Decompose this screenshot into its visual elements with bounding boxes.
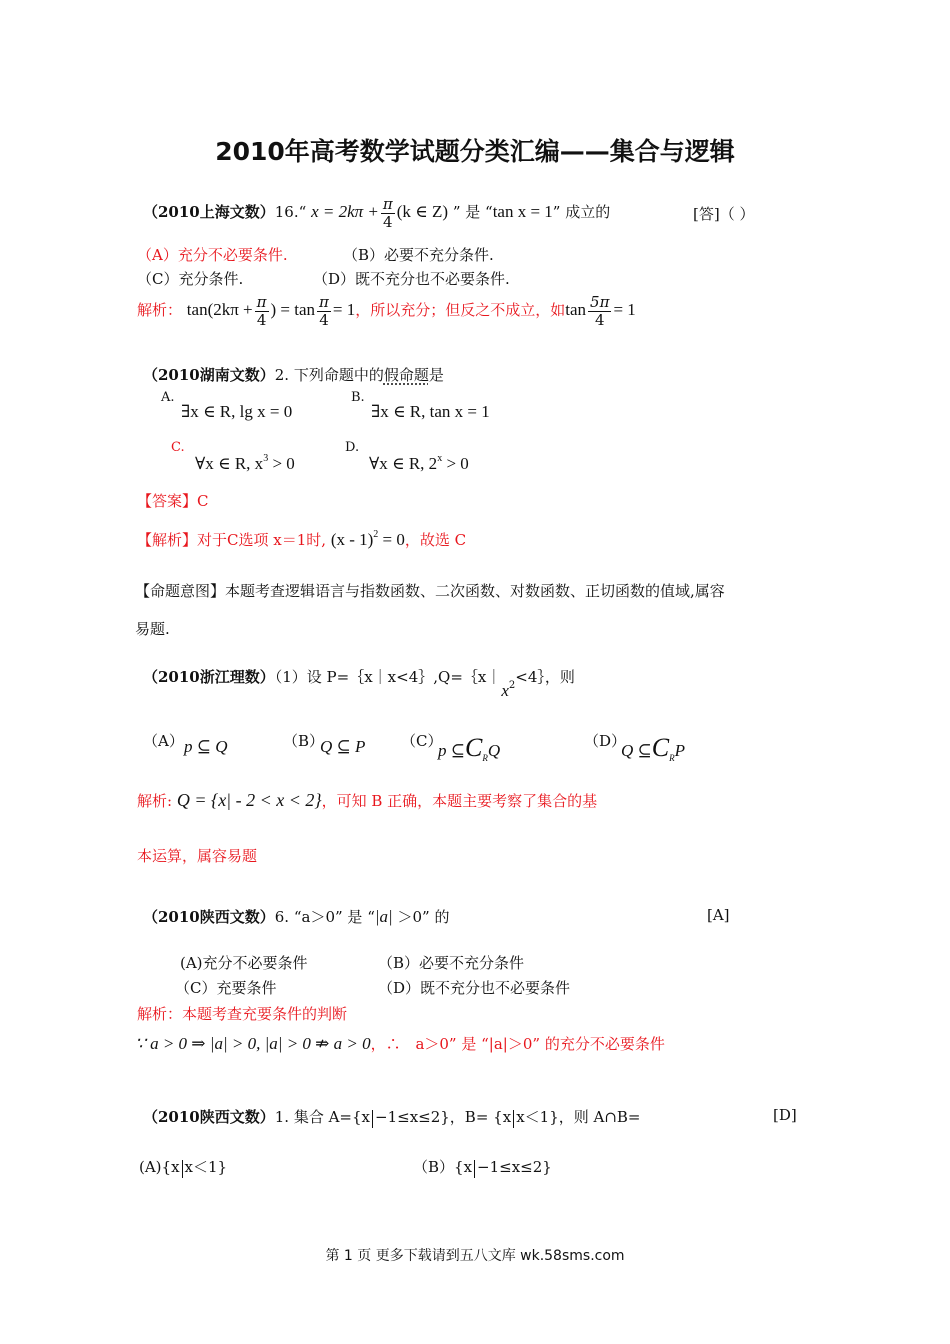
option-a-label: （A）: [143, 732, 184, 750]
question-4-stem: （2010陕西文数）6. “a＞0” 是 “|a| ＞0” 的: [143, 907, 450, 926]
option-b: Q ⊆ P: [320, 737, 366, 756]
option-c: ∀x ∈ R, $x^3 > 0$: [195, 453, 295, 473]
page-footer: 第 1 页 更多下载请到五八文库 wk.58sms.com: [325, 1248, 625, 1264]
option-a-label: A.: [161, 390, 175, 405]
explanation: 解析： tan(2kπ + $\frac{\pi}{4}$ ) = tan $\frac{\pi}{4}$ = 1，所以充分；但反之不成立，如tan $\frac{5\pi}{4}$ = 1: [137, 293, 636, 329]
set-builder-bar: [474, 1160, 475, 1178]
option-a: （A）充分不必要条件.: [137, 246, 288, 264]
answer-tag: [D]: [773, 1106, 797, 1124]
answer: 【答案】C: [137, 492, 209, 510]
set-builder-bar: [513, 1110, 514, 1128]
option-a: (A)充分不必要条件: [180, 954, 308, 972]
option-d: Q $⊆C_RP$: [621, 733, 686, 763]
option-c-label: （C）: [401, 732, 443, 750]
option-a: (A){x x＜1}: [139, 1158, 228, 1176]
option-b: （B）必要不充分条件: [378, 954, 525, 972]
option-d: （D）既不充分也不必要条件: [378, 979, 571, 997]
option-c: （C）充分条件.: [137, 270, 244, 288]
explanation-label: 解析：本题考查充要条件的判断: [137, 1005, 348, 1023]
fraction: $\frac{\pi}{4}$: [382, 195, 393, 231]
set-builder-bar: [372, 1110, 373, 1128]
option-b-label: B.: [351, 390, 365, 405]
question-source: （2010湖南文数）: [143, 366, 275, 384]
answer-tag: [A]: [707, 906, 730, 924]
option-a: ∃x ∈ R, lg x = 0: [181, 402, 293, 421]
option-d-label: D.: [345, 440, 360, 455]
option-b-label: （B）: [283, 732, 325, 750]
question-1-stem: （2010上海文数）16.“ x = 2kπ + $\frac{\pi}{4}$ (k ∈ Z) ” 是 “tan x = 1” 成立的: [143, 195, 611, 231]
question-source: （2010陕西文数）: [143, 908, 275, 926]
question-source: （2010浙江理数）: [143, 668, 275, 686]
option-d: （D）既不充分也不必要条件.: [313, 270, 510, 288]
complement-symbol: C: [465, 733, 483, 762]
option-b: ∃x ∈ R, tan x = 1: [371, 402, 490, 421]
explanation: 【解析】对于C选项 x＝1时, (x - 1)$^2$ = 0，故选 C: [137, 529, 467, 549]
question-5-stem: （2010陕西文数）1. 集合 A={x −1≤x≤2}，B= {x x＜1}，则 A∩B=: [143, 1108, 641, 1126]
page-title: 2010年高考数学试题分类汇编——集合与逻辑: [215, 137, 735, 166]
question-source: （2010陕西文数）: [143, 1108, 275, 1126]
option-a: p ⊆ Q: [184, 737, 228, 756]
option-c: p $⊆C_RQ$: [438, 733, 501, 763]
explanation-cont: 本运算，属容易题: [137, 847, 258, 865]
explanation-expr: ∵ a > 0 ⇒ |a| > 0, |a| > 0 ⇏ a > 0，∴ a＞0” 是 “|a|＞0” 的充分不必要条件: [135, 1034, 665, 1053]
explanation: 解析: Q = {x| - 2 < x < 2}，可知 B 正确，本题主要考察了集合的基: [137, 790, 598, 810]
option-b: （B）{x −1≤x≤2}: [413, 1158, 552, 1176]
option-d: ∀x ∈ R, $2^x > 0$: [369, 453, 469, 473]
intent-line-2: 易题.: [135, 620, 170, 638]
question-source: （2010上海文数）: [143, 203, 275, 221]
option-c: （C）充要条件: [175, 979, 277, 997]
answer-tag: [答]（ ）: [693, 205, 755, 223]
option-b: （B）必要不充分条件.: [343, 246, 494, 264]
set-builder-bar: [182, 1160, 183, 1178]
complement-symbol: C: [651, 733, 670, 762]
question-3-stem: （2010浙江理数）（1）设 $P=\{x|x<4\},Q=\{x|x_2<4\}$，则: [143, 668, 575, 700]
intent-line-1: 【命题意图】本题考查逻辑语言与指数函数、二次函数、对数函数、正切函数的值域,属容: [135, 582, 725, 600]
option-c-label: C.: [171, 440, 185, 455]
question-2-stem: （2010湖南文数）2. 下列命题中的假命题是: [143, 366, 444, 384]
option-d-label: （D）: [584, 732, 627, 750]
